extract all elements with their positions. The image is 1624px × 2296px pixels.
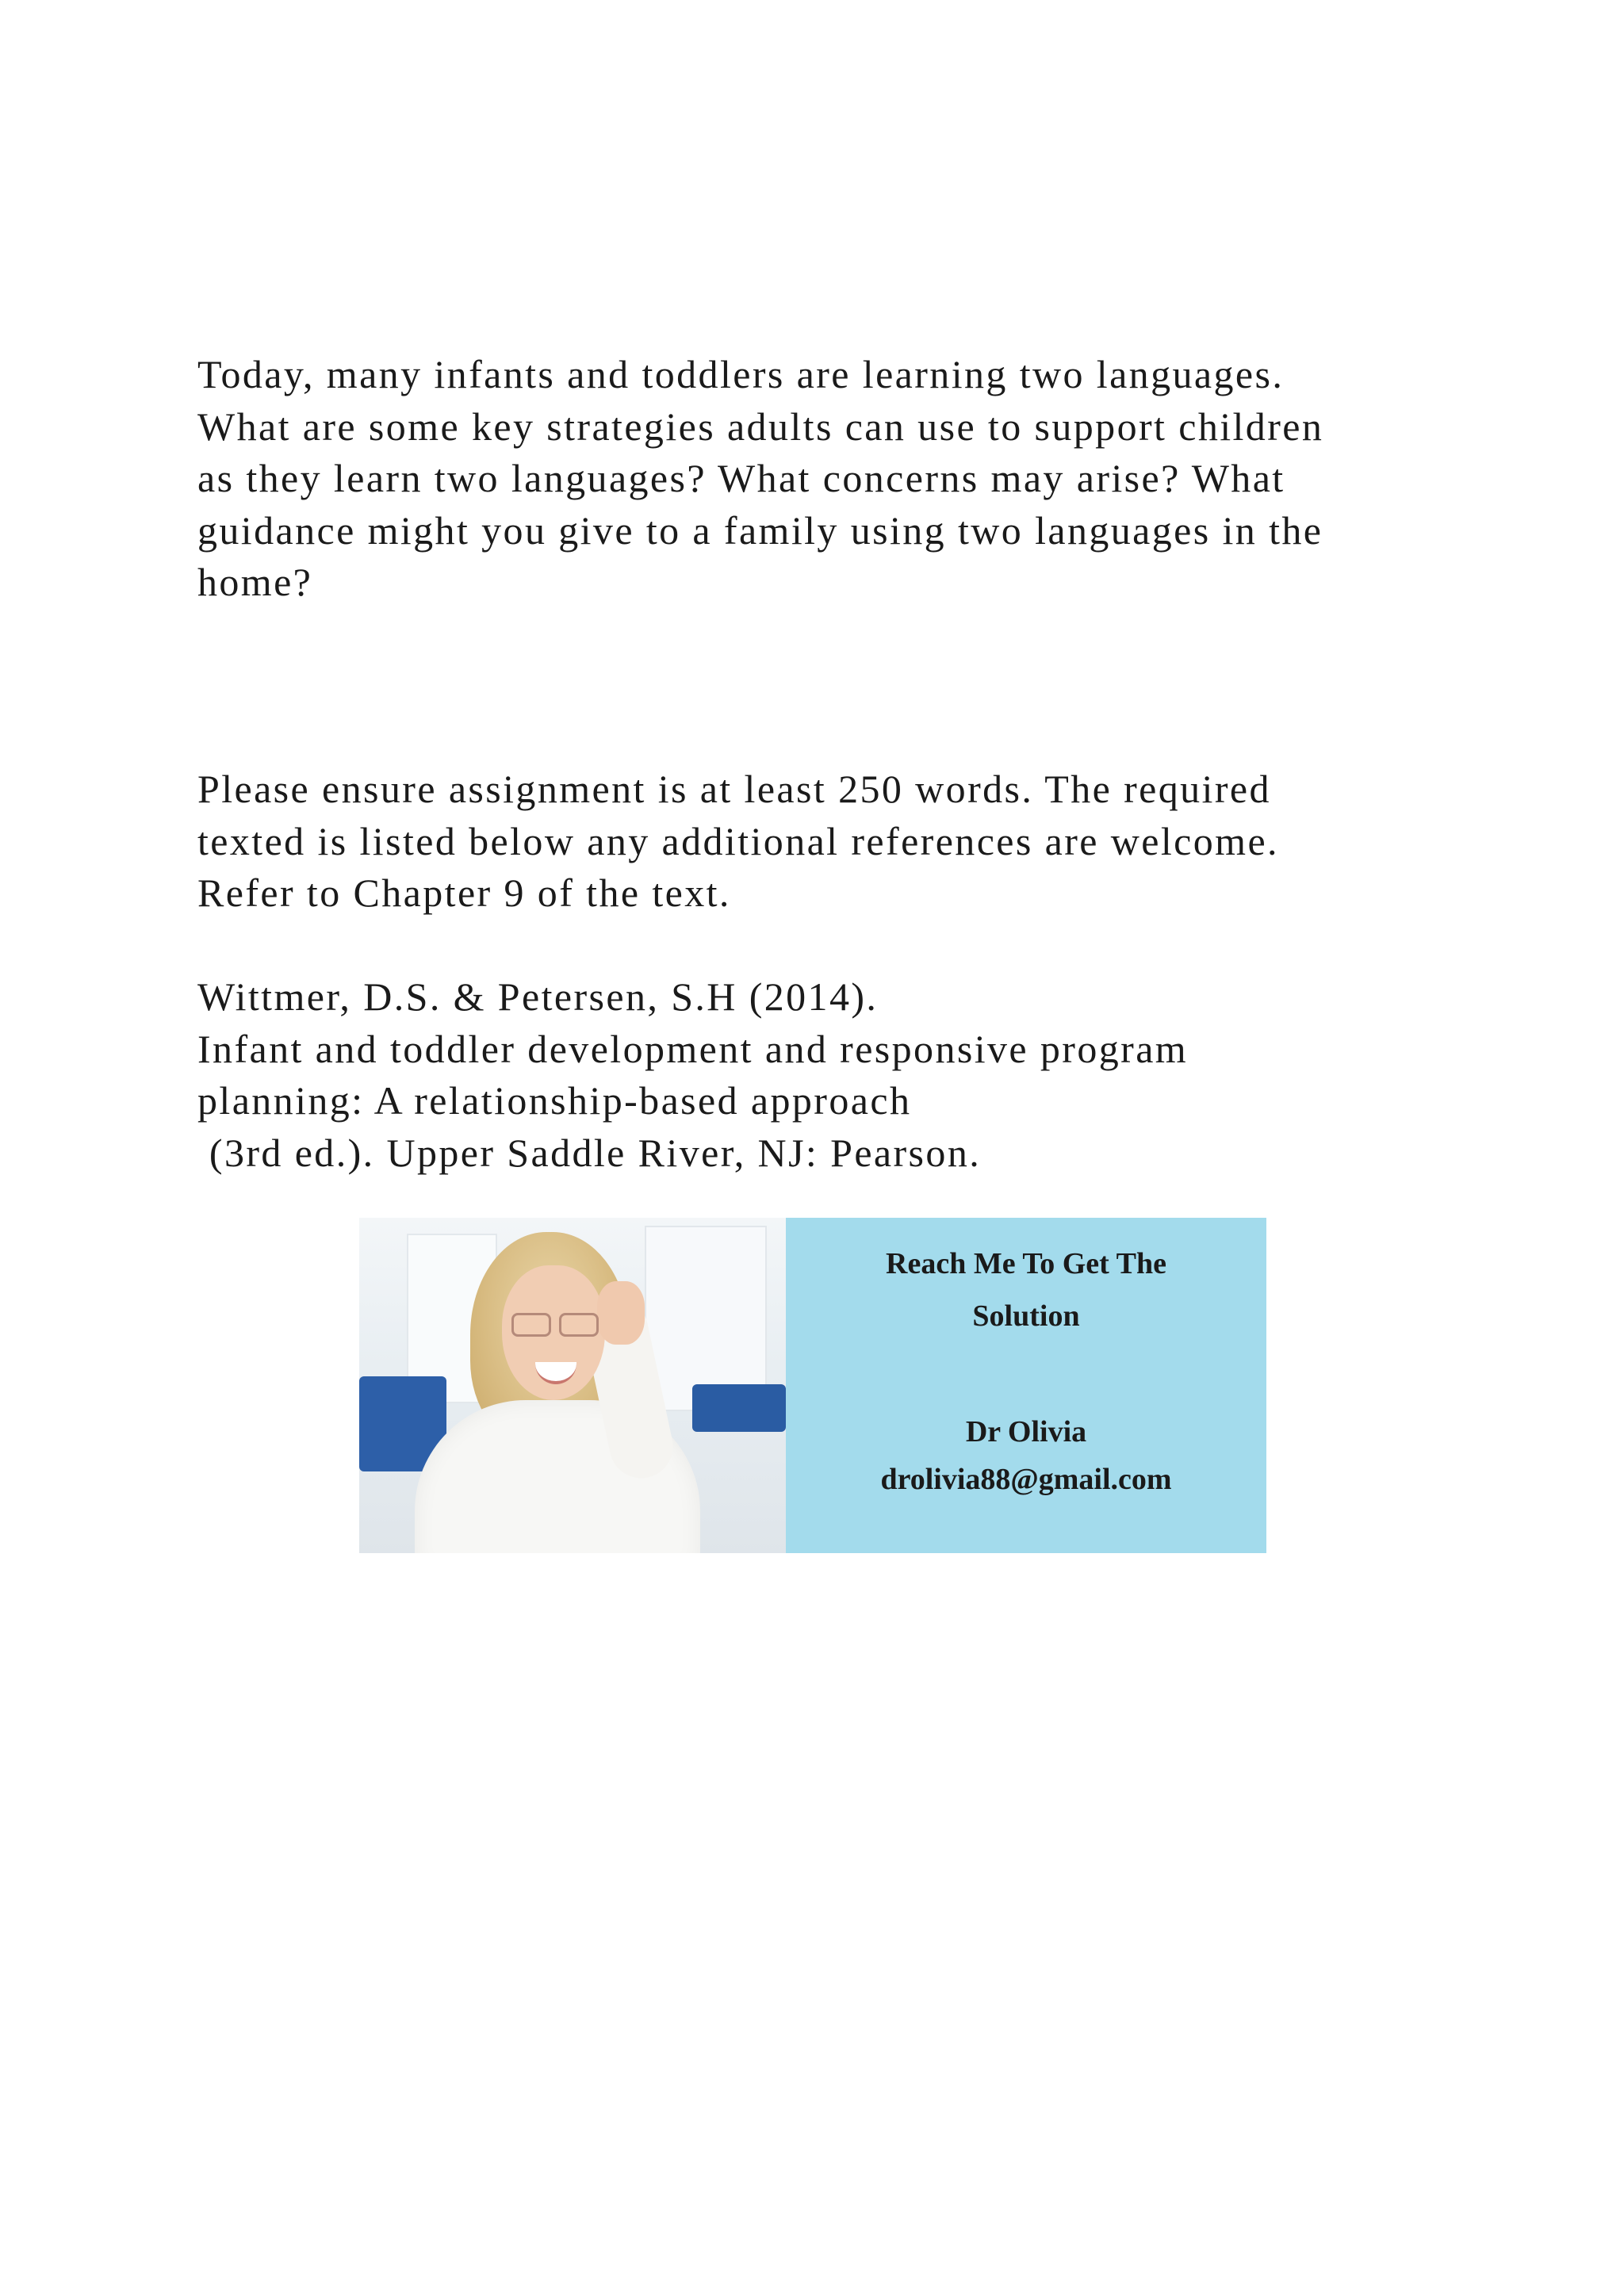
reference-line-2: Infant and toddler development and responsive program bbox=[197, 1026, 1189, 1071]
woman-photo bbox=[359, 1218, 786, 1553]
question-line-1: Today, many infants and toddlers are learning two languages. bbox=[197, 352, 1285, 396]
reference-line-4: (3rd ed.). Upper Saddle River, NJ: Pearson. bbox=[197, 1130, 982, 1175]
blue-chair-right bbox=[692, 1384, 786, 1432]
instructions-line-3: Refer to Chapter 9 of the text. bbox=[197, 871, 731, 915]
question-line-4: guidance might you give to a family using two languages in the bbox=[197, 507, 1323, 553]
ad-contact-email: drolivia88@gmail.com bbox=[880, 1463, 1172, 1496]
glasses-right-lens bbox=[559, 1313, 599, 1337]
background-window-right bbox=[645, 1226, 767, 1411]
question-line-2: What are some key strategies adults can use to support children bbox=[197, 404, 1324, 449]
ad-heading-line-1: Reach Me To Get The bbox=[886, 1247, 1166, 1280]
question-paragraph bbox=[197, 349, 1434, 609]
reference-paragraph bbox=[197, 971, 1434, 1179]
instructions-paragraph bbox=[197, 763, 1434, 920]
ad-banner bbox=[359, 1218, 1266, 1553]
reference-line-1: Wittmer, D.S. & Petersen, S.H (2014). bbox=[197, 974, 879, 1019]
question-line-5: home? bbox=[197, 560, 313, 604]
instructions-line-2: texted is listed below any additional references are welcome. bbox=[197, 818, 1279, 863]
question-line-3: as they learn two languages? What concerns may arise? What bbox=[197, 456, 1285, 500]
reference-line-3: planning: A relationship-based approach bbox=[197, 1078, 912, 1123]
ad-text-panel bbox=[786, 1218, 1266, 1553]
ad-contact-name: Dr Olivia bbox=[965, 1415, 1087, 1448]
glasses-left-lens bbox=[511, 1313, 551, 1337]
ad-heading-line-2: Solution bbox=[972, 1299, 1080, 1333]
hand bbox=[597, 1281, 645, 1345]
instructions-line-1: Please ensure assignment is at least 250 words. The required bbox=[197, 767, 1271, 811]
